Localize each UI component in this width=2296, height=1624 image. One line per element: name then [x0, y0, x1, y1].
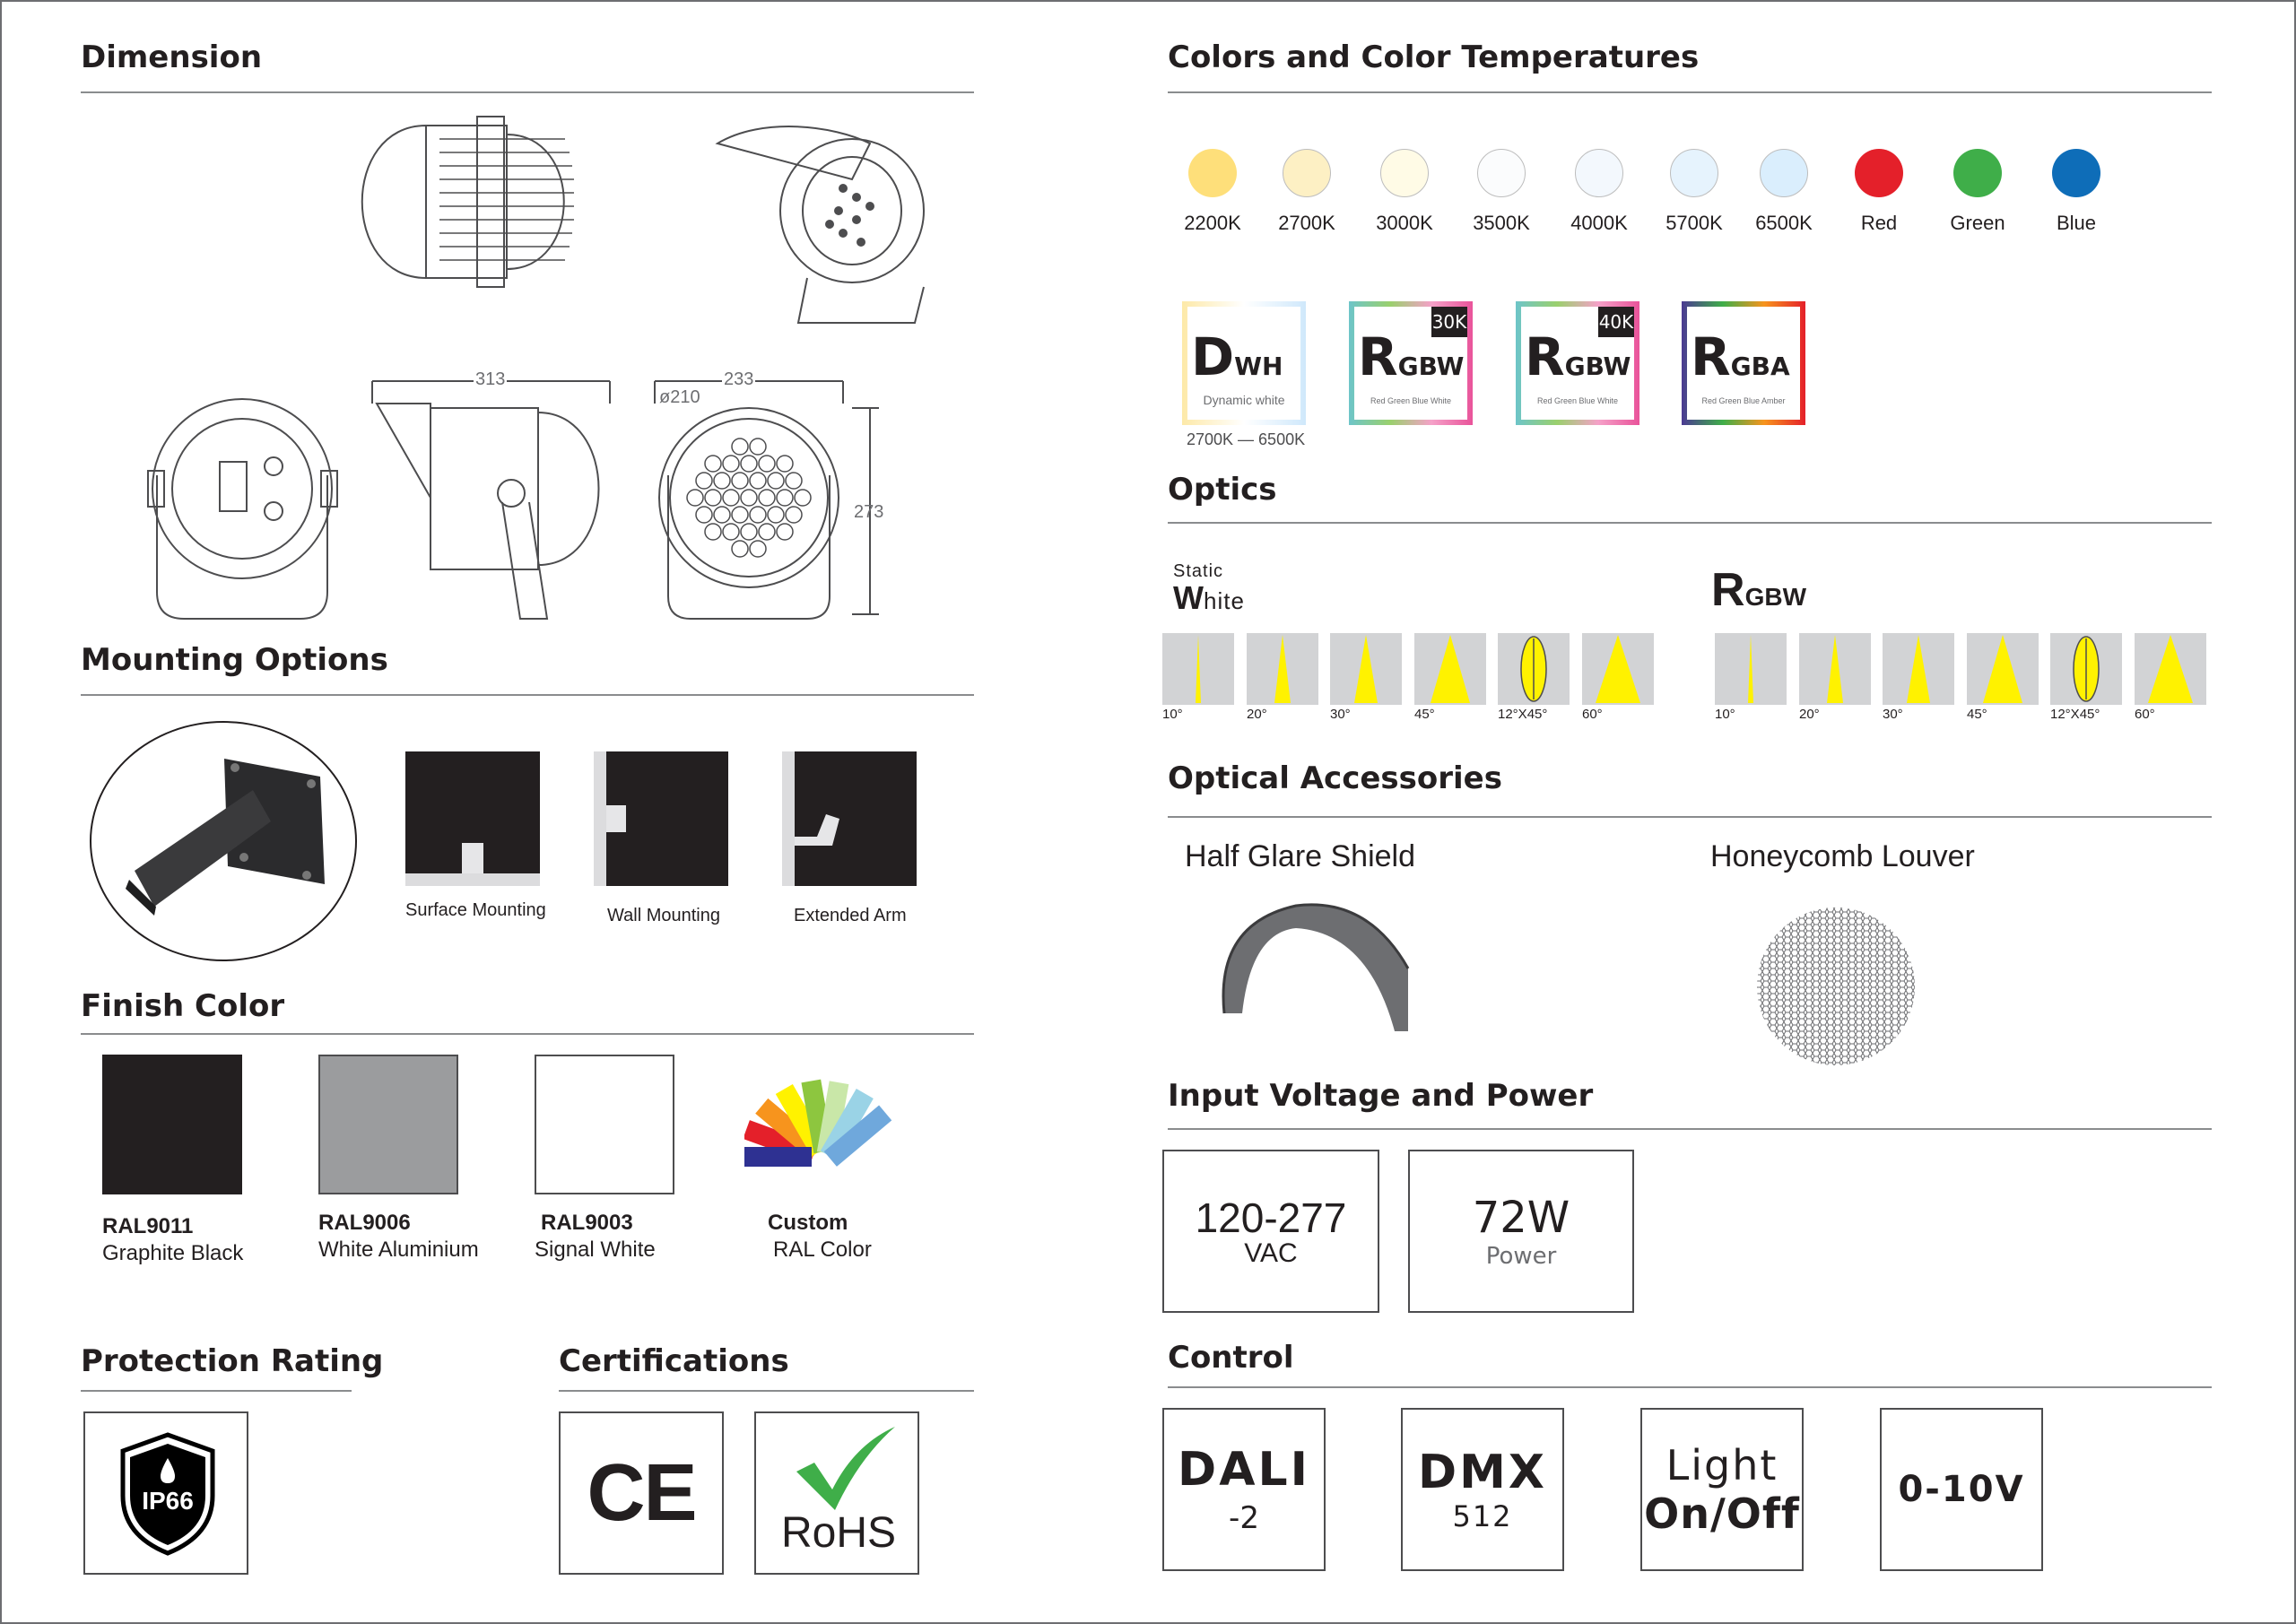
beam-tile-rgbw-5 — [2135, 633, 2206, 705]
color-mode-sub-0: Dynamic white — [1203, 393, 1285, 407]
finish-code-black: RAL9011 — [102, 1214, 194, 1238]
color-mode-badge-0 — [1182, 301, 1306, 425]
finish-name-black: Graphite Black — [102, 1241, 244, 1265]
extended-arm-image — [782, 751, 917, 886]
finish-name-white: Signal White — [535, 1238, 656, 1262]
static-small-label: Static — [1173, 561, 1224, 581]
rohs-badge — [754, 1411, 919, 1575]
color-swatch-2200k — [1188, 149, 1237, 197]
color-swatch-3500k — [1477, 149, 1526, 197]
ip66-label: IP66 — [142, 1487, 194, 1515]
power-heading: Input Voltage and Power — [1168, 1078, 1594, 1114]
dimension-drawings — [81, 99, 974, 628]
beam-tile-static-5 — [1582, 633, 1654, 705]
perspective-drawing — [718, 126, 924, 323]
color-swatch-4000k — [1575, 149, 1623, 197]
side-dimension-drawing — [372, 381, 610, 619]
color-mode-sub-2: Red Green Blue White — [1536, 396, 1619, 405]
beam-label-rgbw-5: 60° — [2135, 707, 2155, 722]
color-label-2200k: 2200K — [1184, 212, 1241, 234]
color-mode-sub-1: Red Green Blue White — [1370, 396, 1452, 405]
finish-name-aluminium: White Aluminium — [318, 1238, 479, 1262]
accessories-heading: Optical Accessories — [1168, 760, 1502, 796]
color-mode-rest-0: WH — [1234, 352, 1283, 381]
color-mode-badge-1 — [1349, 301, 1473, 425]
color-mode-badge-3 — [1682, 301, 1805, 425]
voltage-unit: VAC — [1244, 1238, 1298, 1268]
finish-code-white: RAL9003 — [541, 1211, 633, 1235]
onoff-line1: Light — [1665, 1441, 1779, 1489]
beam-label-static-3: 45° — [1414, 707, 1435, 722]
honeycomb-louver-label: Honeycomb Louver — [1710, 839, 1975, 873]
rgbw-optics-label — [1711, 563, 1806, 617]
dimension-heading: Dimension — [81, 39, 263, 75]
control-card-0-10v — [1880, 1408, 2043, 1571]
beam-label-rgbw-4: 12°X45° — [2050, 707, 2100, 722]
color-label-6500k: 6500K — [1755, 212, 1813, 234]
beam-tile-static-1 — [1247, 633, 1318, 705]
dmx-channels: 512 — [1452, 1499, 1513, 1533]
finish-swatch-black — [102, 1055, 242, 1194]
control-rule — [1168, 1386, 2212, 1388]
dim-width-label: 313 — [475, 369, 506, 389]
color-swatch-blue — [2052, 149, 2100, 197]
color-mode-sub-3: Red Green Blue Amber — [1701, 396, 1786, 405]
ip66-badge — [83, 1411, 248, 1575]
front-dimension-drawing — [655, 381, 879, 619]
control-card-dali — [1162, 1408, 1326, 1571]
finish-code-aluminium: RAL9006 — [318, 1211, 411, 1235]
color-mode-badge-2 — [1516, 301, 1639, 425]
rohs-label: RoHS — [780, 1509, 897, 1557]
surface-mount-image — [405, 751, 540, 886]
beam-label-static-1: 20° — [1247, 707, 1267, 722]
protection-heading: Protection Rating — [81, 1343, 384, 1379]
color-mode-initial-2: R — [1525, 326, 1565, 387]
control-heading: Control — [1168, 1340, 1294, 1376]
onoff-line2: On/Off — [1644, 1489, 1800, 1538]
back-view-drawing — [148, 399, 337, 619]
wall-mount-image — [594, 751, 728, 886]
beam-tile-rgbw-0 — [1715, 633, 1787, 705]
beam-tile-static-4 — [1498, 633, 1570, 705]
custom-color-fan-icon — [744, 1063, 897, 1170]
optics-rule — [1168, 522, 2212, 524]
color-mode-initial-0: D — [1191, 326, 1235, 387]
certifications-rule — [559, 1390, 974, 1392]
finish-swatch-white — [535, 1055, 674, 1194]
side-view-drawing — [362, 117, 574, 287]
protection-rule — [81, 1390, 352, 1392]
beam-label-rgbw-2: 30° — [1883, 707, 1903, 722]
beam-label-rgbw-1: 20° — [1799, 707, 1820, 722]
power-card — [1408, 1150, 1634, 1313]
voltage-value: 120-277 — [1195, 1194, 1347, 1241]
beam-tile-static-0 — [1162, 633, 1234, 705]
static-white-label — [1173, 579, 1245, 617]
beam-label-static-0: 10° — [1162, 707, 1183, 722]
color-swatch-green — [1953, 149, 2002, 197]
beam-label-static-2: 30° — [1330, 707, 1351, 722]
mount-bracket-image — [90, 721, 357, 961]
dim-diameter-label: ø210 — [659, 387, 700, 407]
beam-tile-rgbw-4 — [2050, 633, 2122, 705]
color-mode-initial-1: R — [1358, 326, 1398, 387]
certifications-heading: Certifications — [559, 1343, 789, 1379]
dali-label: DALI — [1178, 1443, 1310, 1497]
color-label-5700k: 5700K — [1665, 212, 1723, 234]
beam-label-rgbw-3: 45° — [1967, 707, 1987, 722]
color-mode-title-3 — [1691, 326, 1790, 387]
color-label-4000k: 4000K — [1570, 212, 1628, 234]
dali-version: -2 — [1229, 1500, 1259, 1536]
power-rule — [1168, 1128, 2212, 1130]
rgbw-rest: GBW — [1744, 583, 1806, 611]
ce-mark: CE — [587, 1447, 696, 1538]
ce-badge — [559, 1411, 724, 1575]
accessories-rule — [1168, 816, 2212, 818]
color-mode-title-0 — [1191, 326, 1283, 387]
honeycomb-louver-image — [1755, 906, 1917, 1067]
color-mode-tag-2: 40K — [1598, 307, 1634, 337]
dim-depth-label: 233 — [724, 369, 754, 389]
color-swatch-6500k — [1760, 149, 1808, 197]
half-glare-shield-label: Half Glare Shield — [1185, 839, 1416, 873]
surface-mount-label: Surface Mounting — [405, 900, 546, 920]
dw-range-label: 2700K — 6500K — [1187, 430, 1306, 448]
optics-heading: Optics — [1168, 472, 1277, 508]
beam-tile-rgbw-1 — [1799, 633, 1871, 705]
beam-tile-rgbw-3 — [1967, 633, 2039, 705]
color-swatch-red — [1855, 149, 1903, 197]
beam-tile-rgbw-2 — [1883, 633, 1954, 705]
dimension-rule — [81, 91, 974, 93]
beam-label-rgbw-0: 10° — [1715, 707, 1735, 722]
colors-heading: Colors and Color Temperatures — [1168, 39, 1700, 75]
beam-tile-static-2 — [1330, 633, 1402, 705]
control-card-onoff — [1640, 1408, 1804, 1571]
color-mode-rest-1: GBW — [1397, 352, 1465, 381]
beam-label-static-5: 60° — [1582, 707, 1603, 722]
finish-name-custom: RAL Color — [773, 1238, 872, 1262]
color-label-green: Green — [1950, 212, 2005, 234]
color-swatch-3000k — [1380, 149, 1429, 197]
color-label-3000k: 3000K — [1376, 212, 1433, 234]
color-mode-rest-2: GBW — [1564, 352, 1631, 381]
colors-rule — [1168, 91, 2212, 93]
color-mode-initial-3: R — [1691, 326, 1731, 387]
checkmark-icon — [792, 1422, 900, 1512]
finish-heading: Finish Color — [81, 988, 285, 1024]
color-swatch-5700k — [1670, 149, 1718, 197]
color-mode-rest-3: GBA — [1730, 352, 1790, 381]
wall-mount-label: Wall Mounting — [607, 906, 720, 925]
power-value: 72W — [1472, 1193, 1570, 1243]
half-glare-shield-image — [1206, 897, 1422, 1040]
dim-height-label: 273 — [854, 502, 884, 522]
mounting-rule — [81, 694, 974, 696]
static-white-initial: W — [1173, 579, 1204, 616]
color-label-blue: Blue — [2056, 212, 2097, 234]
beam-label-static-4: 12°X45° — [1498, 707, 1548, 722]
color-label-3500k: 3500K — [1473, 212, 1530, 234]
control-card-dmx — [1401, 1408, 1564, 1571]
dmx-label: DMX — [1417, 1446, 1547, 1499]
voltage-card — [1162, 1150, 1379, 1313]
color-mode-tag-1: 30K — [1431, 307, 1467, 337]
finish-swatch-aluminium — [318, 1055, 458, 1194]
color-swatch-2700k — [1283, 149, 1331, 197]
color-label-red: Red — [1860, 212, 1898, 234]
dimming-label: 0-10V — [1898, 1469, 2025, 1510]
color-label-2700k: 2700K — [1278, 212, 1335, 234]
beam-tile-static-3 — [1414, 633, 1486, 705]
mounting-heading: Mounting Options — [81, 642, 388, 678]
extended-arm-label: Extended Arm — [794, 906, 907, 925]
finish-rule — [81, 1033, 974, 1035]
rgbw-initial: R — [1711, 564, 1745, 616]
finish-code-custom: Custom — [768, 1211, 848, 1235]
power-unit: Power — [1485, 1243, 1557, 1270]
static-white-rest: hite — [1203, 587, 1245, 614]
